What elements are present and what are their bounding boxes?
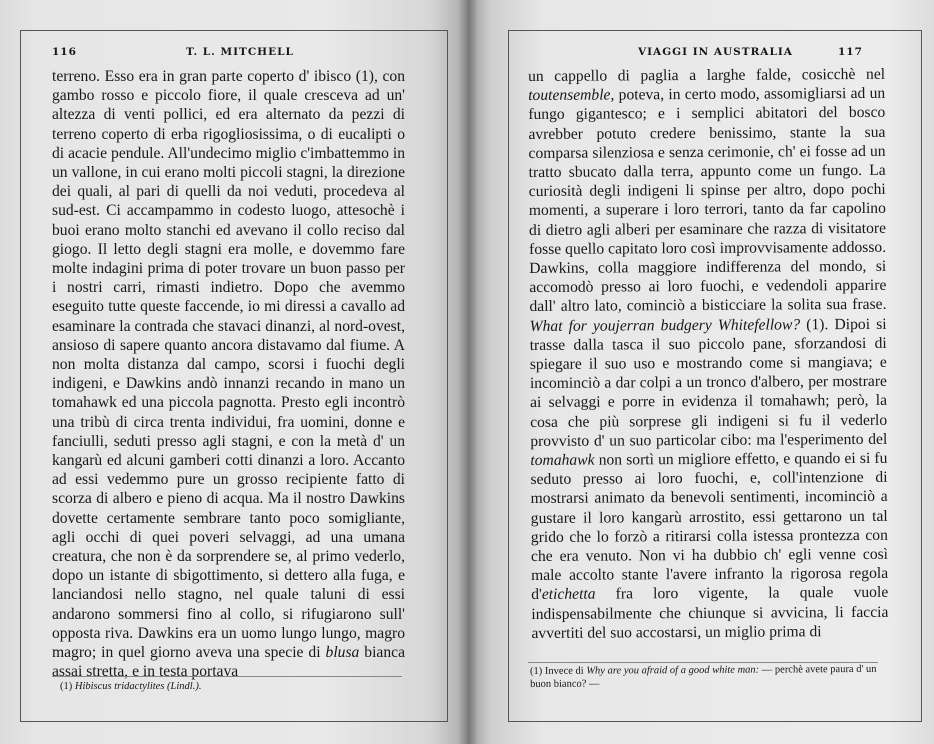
footnote-suffix: — perchè avete paura d' un buon bianco? — [530,663,877,690]
body-italic-a: toutensemble [528,86,611,105]
footnote-rule [528,662,878,663]
book-gutter [458,0,478,744]
running-title: T. L. MITCHELL [186,46,294,58]
footnote-prefix: (1) Invece di [530,665,584,677]
body-text-c: (1). Dipoi si trasse dalla tasca il suo piccolo pane, sforzandosi di spiegare il suo uso e mostrando come si mangiava; e incominciò a dar colpi a un tronco d'albero, per mostrare ai selvaggi e porre in evidenza il tomahawh; però, la cosa che più sorprese gli indigeni si fu il vederlo provvisto d' un suo particolar cibo: ma l'esperimento del [529,315,888,450]
page-number: 116 [52,46,77,58]
body-text-main: terreno. Esso era in gran parte coperto d' ibisco (1), con gambo rosso e piccolo fiore, il quale cresceva ad un' altezza di venti pollici, ed era alternato da pezzi di terreno coperto di erba rigogliosissima, o di eucalipti o di acacie pendule. All'undecimo miglio c'imbattemmo in un vallone, in cui erano molti piccoli stagni, la direzione dei quali, al pari di quelli da noi veduti, procedeva al sud-est. Ci accampammo in codesto luogo, attesochè i buoi erano molto stanchi ed avevano il collo reciso dal giogo. Il letto degli stagni era molle, e dovemmo fare molte indagini prima di poter trovare un buon passo per i nostri carri, rimasti indietro. Dopo che avemmo eseguito tutte queste faccende, io mi diressi a cavallo ad esaminare la contrada che stavaci dinanzi, al nord-ovest, ansioso di sapere quanto ancora distavamo dal fiume. A non molta distanza dal campo, scorsi i fuochi degli indigeni, e Dawkins andò innanzi recando in mano un tomahawk ed una piccola pagnotta. Presto egli incontrò una tribù di circa trenta individui, fra uomini, donne e fanciulli, seduti presso agli stagni, e con la metà d' un kangarù ed alcuni gamberi cotti dinanzi a loro. Accanto ad essi vedemmo pure un grosso recipiente fatto di scorza di albero e pieno di acqua. Ma il nostro Dawkins dovette certamente sembrare tanto poco somigliante, agli occhi di quei poveri selvaggi, ad una umana creatura, che non è da sorprendere se, al primo vederlo, dopo un istante di sbigottimento, si dettero alla fuga, e lanciandosi nello stagno, nel quale taluni di essi andarono sommersi fino al collo, si rifugiarono sull' opposta riva. Dawkins era un uomo lungo lungo, magro magro; in quel giorno aveva una specie di [52,68,405,662]
body-text-end: bianca assai stretta, e in testa portava [52,644,405,681]
body-text [528,65,889,643]
footnote-prefix: (1) [60,681,73,692]
footnote [60,681,400,694]
page-number: 117 [838,46,863,58]
body-text-italic: blusa [325,644,360,662]
body-text-d: non sortì un migliore effetto, e quando ei si fu seduto presso ai loro fuochi, e, coll'intenzione di mostrarsi animato da benevoli sentimenti, incominciò a gustare il loro kangarù arrostito, essi gettarono un tal grido che lo forzò a ritirarsi colla istessa prontezza con che era venuto. Non vi ha dubbio ch' egli venne così male accolto stante l'avere infranto la rigorosa regola d' [530,449,889,604]
body-text-b: , poteva, in certo modo, assomigliarsi ad un fungo gigantesco; e i semplici abitatori del bosco avrebber potuto credere benissimo, stante la sua comparsa silenziosa e senza cerimonie, ch' ei fosse ad un tratto sbucato dalla terra, appunto come un fungo. La curiosità degli indigeni li spinse per altro, dopo pochi momenti, a superare i loro terrori, tanto da far capolino di dietro agli alberi per esaminare che razza di visitatore fosse quello capitato loro così improvvisamente addosso. Dawkins, colla maggiore indifferenza del mondo, si accomodò presso ai loro fuochi, e vedendoli apparire dall' altro lato, cominciò a bisticciare la solita sua frase. [528,85,887,316]
body-text [52,67,405,682]
body-text-a: un cappello di paglia a larghe falde, cosicchè nel [528,65,886,85]
footnote-italic: Hibiscus tridactylites (Lindl.). [74,681,202,692]
body-italic-b: What for youjerran budgery Whitefellow? [529,315,801,335]
running-title: VIAGGI IN AUSTRALIA [638,46,793,58]
body-text-e: fra loro vigente, la quale vuole indispensabilmente che chiunque si avvicina, li faccia avvertiti del suo accostarsi, un miglio prima di [531,584,889,642]
footnote-italic: Why are you afraid of a good white man: [586,664,760,677]
body-italic-d: etichetta [541,586,596,604]
body-italic-c: tomahawk [530,451,595,470]
right-page [468,0,934,744]
footnote-rule [52,676,402,677]
footnote [530,664,880,691]
